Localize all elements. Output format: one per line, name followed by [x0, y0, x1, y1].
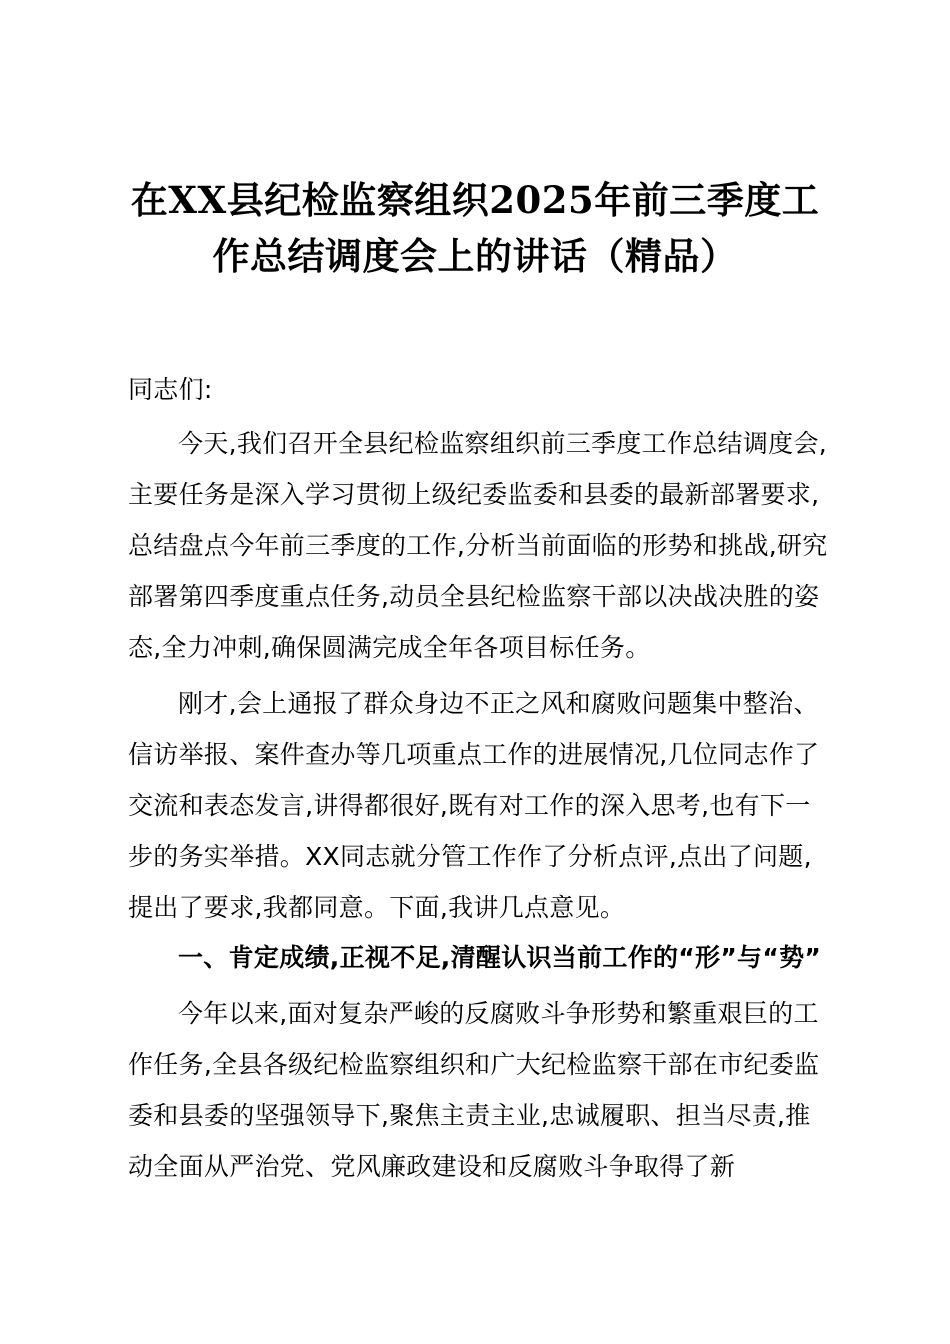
- document-title-line-1: 在XX县纪检监察组织2025年前三季度工: [130, 178, 820, 222]
- paragraph-opening: 今天,我们召开全县纪检监察组织前三季度工作总结调度会,主要任务是深入学习贯彻上级纪委监委和县委的最新部署要求,总结盘点今年前三季度的工作,分析当前面临的形势和挑战,研究部署第四季度重点任务,动员全县纪检监察干部以决战决胜的姿态,全力冲刺,确保圆满完成全年各项目标任务。: [128, 429, 828, 662]
- greeting: 同志们:: [128, 375, 213, 404]
- paragraph-meeting-review: 刚才,会上通报了群众身边不正之风和腐败问题集中整治、信访举报、案件查办等几项重点工作的进展情况,几位同志作了交流和表态发言,讲得都很好,既有对工作的深入思考,也有下一步的务实举措。XX同志就分管工作作了分析点评,点出了问题,提出了要求,我都同意。下面,我讲几点意见。: [128, 689, 820, 922]
- document-title-line-2: 作总结调度会上的讲话（精品）: [212, 234, 738, 278]
- document-title: [100, 172, 850, 284]
- section-heading-1: 一、肯定成绩,正视不足,清醒认识当前工作的“形”与“势”: [178, 943, 822, 972]
- paragraph-section-1: 今年以来,面对复杂严峻的反腐败斗争形势和繁重艰巨的工作任务,全县各级纪检监察组织和广大纪检监察干部在市纪委监委和县委的坚强领导下,聚焦主责主业,忠诚履职、担当尽责,推动全面从严治党、党风廉政建设和反腐败斗争取得了新: [128, 999, 820, 1181]
